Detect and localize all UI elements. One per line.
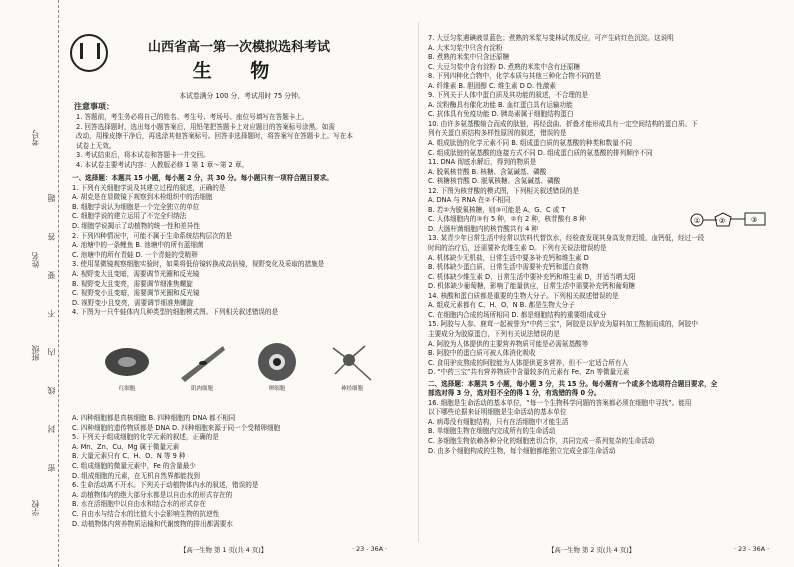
- publisher-logo: [70, 34, 108, 72]
- cell-caption: 红细胞: [118, 386, 136, 392]
- question-line: C. 视野变小且变暗，需要调节光圈和反光镜: [72, 289, 200, 298]
- question-line: C. 组成细胞的微量元素中，Fe 的含量最少: [72, 461, 196, 470]
- cell-caption: 神经细胞: [340, 386, 363, 392]
- question-line: 5. 下列关于组成细胞的化学元素的叙述，正确的是: [72, 433, 219, 442]
- question-line: B. 细胞学说认为细胞是一个完全独立的单位: [72, 202, 200, 211]
- question-line: B. 阿胶中的蛋白质可被人体消化吸收: [428, 349, 536, 358]
- question-line: A. Mn、Zn、Cu、Mg 属于微量元素: [72, 442, 180, 451]
- question-line: 2. 下列四种情况中，可能不属于生命系统结构层次的是: [72, 231, 233, 240]
- question-line: D. 细胞学说揭示了动植物的统一性和差异性: [72, 221, 200, 230]
- question-line: C. 在细胞内合成的场所相同 D. 都是细胞结构的重要组成成分: [428, 310, 607, 319]
- question-line: B. 水在活细胞中以自由水和结合水的形式存在: [72, 500, 206, 509]
- subject-title: 生 物: [192, 60, 286, 82]
- question-line: C. 细胞学说的建立运用了不完全归纳法: [72, 212, 187, 221]
- question-line: C. 核糖核苷酸 D. 脱氧核糖、含氮碱基、磷酸: [428, 177, 561, 186]
- question-line: A. 阿胶为人体提供的主要营养物质可能是必需氨基酸等: [428, 339, 589, 348]
- question-line: 列有关蛋白质结构多样性原因的叙述，错误的是: [428, 129, 567, 138]
- diagram-label: ①: [694, 217, 701, 225]
- question-line: D. 组成细胞的元素，在无机自然界都能找到: [72, 471, 200, 480]
- question-line: C. 自由水与结合水的比值大小会影响生物的抗逆性: [72, 509, 220, 518]
- question-line: B. 大量元素只有 C、H、O、N 等 9 种: [72, 452, 186, 461]
- score-line: 本试卷满分 100 分，考试用时 75 分钟。: [179, 92, 305, 100]
- question-line: 4. 下图为一只牛蛙体内几种类型的细胞模式图。下列相关叙述错误的是: [72, 308, 279, 317]
- question-line: B. 若②为脱氧核糖，则③可能是 A、G、C 或 T: [428, 205, 566, 214]
- question-line: 13. 某青少年日常生活中经常以饮料代替饮水，经检查发现其身高发育迟缓，血钙低，经过一段: [428, 234, 705, 243]
- question-line: B. 煮熟的米浆中只含还原糖: [428, 53, 510, 62]
- exam-title: 山西省高一第一次模拟选科考试: [147, 40, 330, 55]
- question-line: A. 机体缺少无机盐，日常生活中要多补充钙和维生素 D: [428, 253, 589, 262]
- left-question-block-2: [72, 414, 412, 529]
- question-line: A. 池塘中的一条鲤鱼 B. 池塘中的所有蓝细菌: [72, 241, 204, 250]
- question-line: A. 脱氧核苷酸 B. 核糖、含氮碱基、磷酸: [428, 167, 547, 176]
- question-line: 8. 下列四种化合物中，化学本质与其他三种化合物不同的是: [428, 72, 602, 81]
- muscle-cell-image: [177, 340, 227, 388]
- question-line: D. 大肠杆菌细胞内的核苷酸共有 4 种: [428, 224, 538, 233]
- notice-line: 3. 考试结束后，将本试卷和答题卡一并交回。: [76, 151, 210, 160]
- class-label: 班级: [31, 345, 40, 361]
- question-line: A. 淀粉酶具有催化功能 B. 血红蛋白具有运输功能: [428, 100, 573, 109]
- cell-caption: 卵细胞: [268, 386, 286, 392]
- question-line: A. 四种细胞都是真核细胞 B. 四种细胞的 DNA 都不相同: [72, 414, 236, 422]
- school-label: 学校: [31, 500, 40, 516]
- question-line: D. 动植物体内营养物质运输和代谢废物的排出都需要水: [72, 519, 233, 528]
- footer-right-code: · 23 - 36A ·: [734, 545, 770, 553]
- question-line: 3. 使用显微镜观察细胞实验时，如果将低倍镜转换成高倍镜，视野变化及采取的措施是: [72, 260, 325, 269]
- question-line: 6. 生命活动离不开水。下列关于动植物体内水的叙述，错误的是: [72, 481, 259, 490]
- question-line: 10. 由许多氨基酸缩合而成的肽链，再经盘曲、折叠才能形成具有一定空间结构的蛋白质。下: [428, 119, 698, 128]
- footer-left-label: 【高一生物 第 1 页(共 4 页)】: [180, 546, 268, 554]
- egg-cell-image: [252, 340, 302, 388]
- cell-figure: [92, 340, 392, 400]
- left-question-block: [72, 174, 412, 318]
- question-line: C. 四种细胞的遗传物质都是 DNA D. 四种细胞来源于同一个受精卵细胞: [72, 423, 281, 432]
- seal-line-text: 密 封 线 内 不 要 答 题: [47, 180, 56, 472]
- notice-heading: 注意事项：: [74, 102, 114, 111]
- question-line: D. 由多个细胞构成的生物，每个细胞都能独立完成全部生命活动: [428, 446, 616, 455]
- question-line: A. 纤维素 B. 胆固醇 C. 维生素 D D. 性激素: [428, 81, 556, 90]
- section-heading: 部选对得 3 分，选对但不全的得 1 分，有选错的得 0 分。: [428, 389, 601, 398]
- question-line: A. 胡克是在显微镜下观察到木栓组织中的活细胞: [72, 193, 213, 202]
- question-line: 14. 核酸和蛋白质都是重要的生物大分子。下列相关叙述错误的是: [428, 291, 619, 300]
- question-line: 1. 下列有关细胞学说及其建立过程的叙述，正确的是: [72, 183, 226, 192]
- question-line: A. 病毒没有细胞结构，只有在活细胞中才能生活: [428, 417, 569, 426]
- binding-margin: [0, 0, 59, 567]
- right-question-block: [428, 34, 768, 456]
- question-line: 以下哪些论据来证明细胞是生命活动的基本单位: [428, 408, 567, 417]
- question-line: 15. 阿胶与人参、鹿茸一起被誉为“中药三宝”，阿胶是以驴皮为原料加工熬制而成的，阿胶中: [428, 320, 698, 329]
- question-line: 12. 下图为核苷酸的模式图，下列相关叙述错误的是: [428, 186, 580, 195]
- question-line: C. 组成肽链的氨基酸的连接方式不同 D. 组成蛋白质的氨基酸的排列顺序不同: [428, 148, 653, 157]
- diagram-label: ②: [719, 217, 726, 225]
- question-line: C. 机体缺少维生素 D，日常生活中要补充钙和维生素 D，并适当晒太阳: [428, 272, 636, 281]
- footer-right-label: 【高一生物 第 2 页(共 4 页)】: [548, 546, 636, 554]
- column-divider: [418, 22, 419, 542]
- nucleotide-diagram: [689, 209, 769, 231]
- name-label: 姓名: [31, 252, 40, 268]
- question-line: A. 视野变大且变暗，需要调节光圈和反光镜: [72, 269, 200, 278]
- question-line: C. 大豆匀浆中含有淀粉 D. 煮熟的米浆中含有还原糖: [428, 62, 581, 71]
- question-line: D. “中药三宝”共有营养物质中含量较多的元素有 Fe、Zn 等微量元素: [428, 368, 630, 377]
- question-line: 7. 大豆匀浆遇碘液显蓝色；煮熟的米浆与斐林试剂反应，可产生砖红色沉淀。这说明: [428, 34, 674, 42]
- question-line: A. 大米匀浆中只含有淀粉: [428, 43, 503, 52]
- notice-line: 改动，用橡皮擦干净后，再选涂其他答案标号。回答非选择题时，将答案写在答题卡上。写在本: [76, 132, 353, 141]
- question-line: D. 机体缺少葡萄糖，影响了能量供应，日常生活中需要补充钙和葡萄糖: [428, 282, 636, 291]
- question-line: A. 组成元素都有 C、H、O、N B. 都是生物大分子: [428, 301, 575, 310]
- question-line: A. DNA 与 RNA 在②不相同: [428, 196, 511, 205]
- question-line: 9. 下列关于人体中蛋白质及其功能的叙述，不合理的是: [428, 91, 589, 100]
- question-line: C. 多细胞生物依赖各种分化的细胞密切合作，共同完成一系列复杂的生命活动: [428, 436, 655, 445]
- question-line: B. 视野变大且变亮，需要调节细准焦螺旋: [72, 279, 193, 288]
- question-line: B. 单细胞生物在细胞内完成所有的生命活动: [428, 427, 556, 436]
- section-heading: 二、选择题：本题共 5 小题，每小题 3 分，共 15 分。每小题有一个或多个选项符合题目要求，全: [428, 379, 718, 388]
- question-line: 主要成分为胶原蛋白，下列有关说法错误的是: [428, 329, 560, 338]
- question-line: C. 人体细胞内的③有 5 种，②有 2 种，核苷酸有 8 种: [428, 215, 586, 224]
- cell-caption: 肌肉细胞: [190, 386, 213, 392]
- notice-line: 1. 答题前，考生务必将自己的姓名、考生号、考场号、座位号填写在答题卡上。: [76, 113, 309, 121]
- question-line: C. 抗体具有免疫功能 D. 胰岛素属于细胞结构蛋白: [428, 110, 574, 119]
- notice-list: [76, 113, 414, 171]
- question-line: C. 池塘中的所有青蛙 D. 一个青蛙的受精卵: [72, 250, 198, 259]
- red-blood-cell-image: [102, 340, 152, 388]
- notice-line: 试卷上无效。: [76, 141, 116, 150]
- notice-line: 2. 回答选择题时，选出每小题答案后，用铅笔把答题卡上对应题目的答案标号涂黑。如需: [76, 122, 335, 131]
- question-line: A. 组成肽链的化学元素不同 B. 组成蛋白质的氨基酸的种类和数量不同: [428, 139, 633, 148]
- question-line: 时间的治疗后，还需要补充维生素 D。下列有关说法错误的是: [428, 244, 607, 253]
- question-line: 11. DNA 彻底水解后，得到的物质是: [428, 158, 537, 167]
- nerve-cell-image: [327, 340, 377, 388]
- section-heading: 一、选择题：本题共 15 小题，每小题 2 分，共 30 分。每小题只有一项符合题目要求。: [72, 174, 333, 182]
- notice-line: 4. 本试卷主要考试内容：人教版必修 1 第 1 章～第 2 章。: [76, 160, 249, 169]
- question-line: 16. 细胞是生命活动的基本单位，“每一个生物科学问题的答案都必须在细胞中寻找”。能用: [428, 398, 692, 407]
- exam-number-label: 考号: [31, 130, 40, 146]
- question-line: D. 视野变小且变亮，需要调节细准焦螺旋: [72, 298, 194, 307]
- question-line: A. 动植物体内的绝大部分水都是以自由水的形式存在的: [72, 490, 233, 499]
- diagram-label: ③: [751, 216, 758, 224]
- question-line: B. 机体缺少蛋白质，日常生活中需要补充钙和蛋白食物: [428, 263, 589, 272]
- footer-left-code: · 23 - 36A ·: [352, 545, 388, 553]
- question-line: C. 食用驴皮熬成的阿胶能为人体提供更多营养，但不一定适合所有人: [428, 358, 629, 367]
